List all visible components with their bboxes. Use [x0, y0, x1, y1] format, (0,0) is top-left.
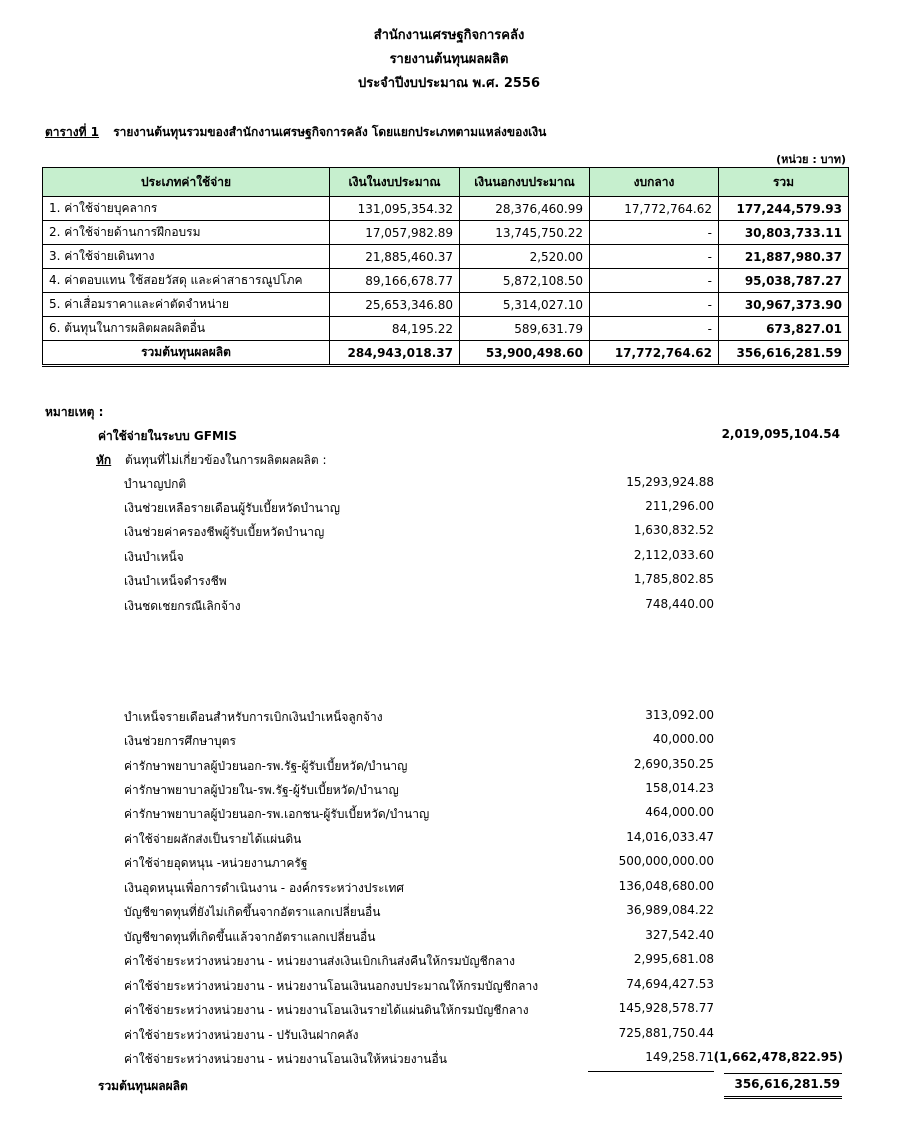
cell-type: 1. ค่าใช้จ่ายบุคลากร	[43, 197, 330, 221]
final-total-double-underline	[724, 1096, 842, 1099]
final-total-label: รวมต้นทุนผลผลิต	[98, 1079, 188, 1093]
deduct-item-label: ค่ารักษาพยาบาลผู้ป่วยนอก-รพ.เอกชน-ผู้รับเบี้ยหวัด/บำนาญ	[124, 807, 430, 821]
deduct-item-value: 145,928,578.77	[618, 1001, 714, 1015]
subtotal-underline	[588, 1071, 714, 1072]
cell-total: 21,887,980.37	[719, 245, 849, 269]
deduct-item	[124, 708, 714, 732]
deduct-item-value: 2,690,350.25	[633, 757, 714, 771]
deduct-item-label: ค่าใช้จ่ายระหว่างหน่วยงาน - หน่วยงานโอนเงินให้หน่วยงานอื่น	[124, 1052, 447, 1066]
table-row	[43, 269, 849, 293]
deduct-item	[124, 523, 714, 547]
deduct-item	[124, 903, 714, 927]
table-row	[43, 293, 849, 317]
deduct-item-label: เงินช่วยการศึกษาบุตร	[124, 734, 236, 748]
cell-type: 6. ต้นทุนในการผลิตผลผลิตอื่น	[43, 317, 330, 341]
cell-in-budget: 25,653,346.80	[330, 293, 460, 317]
deduct-item	[124, 781, 714, 805]
deduct-item-value: 2,112,033.60	[633, 548, 714, 562]
deduct-item-label: เงินชดเชยกรณีเลิกจ้าง	[124, 599, 241, 613]
deduct-item-value: 136,048,680.00	[618, 879, 714, 893]
cell-in-budget: 17,057,982.89	[330, 221, 460, 245]
cell-central-budget: 17,772,764.62	[590, 197, 719, 221]
deduct-item	[124, 572, 714, 596]
deduct-item	[124, 475, 714, 499]
table-row	[43, 245, 849, 269]
cell-type: 2. ค่าใช้จ่ายด้านการฝึกอบรม	[43, 221, 330, 245]
deduct-item-label: ค่าใช้จ่ายผลักส่งเป็นรายได้แผ่นดิน	[124, 832, 302, 846]
deduct-item-label: ค่ารักษาพยาบาลผู้ป่วยนอก-รพ.รัฐ-ผู้รับเบี้ยหวัด/บำนาญ	[124, 759, 408, 773]
deduct-item	[124, 805, 714, 829]
deduct-item-value: 36,989,084.22	[626, 903, 714, 917]
deduct-item	[124, 732, 714, 756]
report-fiscal-year: ประจำปีงบประมาณ พ.ศ. 2556	[357, 76, 541, 91]
deduct-text: ต้นทุนที่ไม่เกี่ยวข้องในการผลิตผลผลิต :	[125, 453, 327, 467]
cell-central-budget: -	[590, 317, 719, 341]
cell-off-budget: 13,745,750.22	[460, 221, 590, 245]
gfmis-value: 2,019,095,104.54	[721, 427, 840, 441]
cell-in-budget: 89,166,678.77	[330, 269, 460, 293]
cell-total: 673,827.01	[719, 317, 849, 341]
cell-central-budget: -	[590, 269, 719, 293]
cell-central-budget: -	[590, 293, 719, 317]
cell-off-budget: 589,631.79	[460, 317, 590, 341]
deduct-item	[124, 597, 714, 621]
deduct-item-value: 40,000.00	[652, 732, 714, 746]
deduct-item-value: 1,630,832.52	[633, 523, 714, 537]
deduct-item-label: บำเหน็จรายเดือนสำหรับการเบิกเงินบำเหน็จลูกจ้าง	[124, 710, 383, 724]
total-in-budget: 284,943,018.37	[330, 341, 460, 366]
report-org-title: สำนักงานเศรษฐกิจการคลัง	[373, 28, 525, 43]
deduct-item-value: 313,092.00	[645, 708, 714, 722]
deduct-item	[124, 1001, 714, 1025]
table-row	[43, 317, 849, 341]
deduct-item-value: 1,785,802.85	[633, 572, 714, 586]
deduct-item-value: 149,258.71	[645, 1050, 714, 1064]
deduct-item-label: ค่ารักษาพยาบาลผู้ป่วยใน-รพ.รัฐ-ผู้รับเบี้ยหวัด/บำนาญ	[124, 783, 399, 797]
deduct-item-value: 14,016,033.47	[626, 830, 714, 844]
col-header-in-budget: เงินในงบประมาณ	[330, 168, 460, 197]
total-central-budget: 17,772,764.62	[590, 341, 719, 366]
table-total-row	[43, 341, 849, 366]
deduct-item-value: 74,694,427.53	[626, 977, 714, 991]
cell-off-budget: 5,314,027.10	[460, 293, 590, 317]
table-caption-text: รายงานต้นทุนรวมของสำนักงานเศรษฐกิจการคลัง โดยแยกประเภทตามแหล่งของเงิน	[113, 125, 547, 139]
deduct-item	[124, 854, 714, 878]
final-total-value: 356,616,281.59	[734, 1077, 840, 1091]
total-off-budget: 53,900,498.60	[460, 341, 590, 366]
table-header-row	[43, 168, 849, 197]
cell-off-budget: 5,872,108.50	[460, 269, 590, 293]
total-label: รวมต้นทุนผลผลิต	[43, 341, 330, 366]
cost-table	[42, 167, 849, 367]
deduct-item	[124, 1026, 714, 1050]
cell-central-budget: -	[590, 245, 719, 269]
col-header-off-budget: เงินนอกงบประมาณ	[460, 168, 590, 197]
cell-total: 30,967,373.90	[719, 293, 849, 317]
deduct-item-label: เงินบำเหน็จ	[124, 550, 184, 564]
deduct-item	[124, 952, 714, 976]
deduct-item-value: 211,296.00	[645, 499, 714, 513]
deduct-item-label: เงินช่วยค่าครองชีพผู้รับเบี้ยหวัดบำนาญ	[124, 525, 325, 539]
deduct-item	[124, 879, 714, 903]
cell-off-budget: 28,376,460.99	[460, 197, 590, 221]
unit-label: (หน่วย : บาท)	[776, 153, 846, 166]
cell-total: 30,803,733.11	[719, 221, 849, 245]
table-caption	[45, 123, 546, 142]
deduct-line	[96, 451, 327, 470]
deduct-item-value: 725,881,750.44	[618, 1026, 714, 1040]
total-grand: 356,616,281.59	[719, 341, 849, 366]
deduct-item-label: ค่าใช้จ่ายระหว่างหน่วยงาน - ปรับเงินฝากคลัง	[124, 1028, 359, 1042]
deduct-item	[124, 757, 714, 781]
deduct-item-label: ค่าใช้จ่ายระหว่างหน่วยงาน - หน่วยงานโอนเงินรายได้แผ่นดินให้กรมบัญชีกลาง	[124, 1003, 529, 1017]
cell-in-budget: 131,095,354.32	[330, 197, 460, 221]
table-caption-label: ตารางที่ 1	[45, 125, 100, 139]
deduct-item-value: 2,995,681.08	[633, 952, 714, 966]
report-title: รายงานต้นทุนผลผลิต	[389, 52, 509, 67]
deduct-total: (1,662,478,822.95)	[713, 1050, 843, 1064]
deduct-item-label: ค่าใช้จ่ายระหว่างหน่วยงาน - หน่วยงานส่งเงินเบิกเกินส่งคืนให้กรมบัญชีกลาง	[124, 954, 515, 968]
deduct-item-value: 500,000,000.00	[618, 854, 714, 868]
deduct-item-value: 464,000.00	[645, 805, 714, 819]
deduct-item	[124, 499, 714, 523]
cell-total: 177,244,579.93	[719, 197, 849, 221]
table-row	[43, 197, 849, 221]
deduct-item	[124, 548, 714, 572]
cell-type: 5. ค่าเสื่อมราคาและค่าตัดจำหน่าย	[43, 293, 330, 317]
deduct-item-value: 327,542.40	[645, 928, 714, 942]
deduct-item	[124, 928, 714, 952]
col-header-type: ประเภทค่าใช้จ่าย	[43, 168, 330, 197]
deduct-item-label: ค่าใช้จ่ายระหว่างหน่วยงาน - หน่วยงานโอนเงินนอกงบประมาณให้กรมบัญชีกลาง	[124, 979, 539, 993]
deduct-item-label: เงินอุดหนุนเพื่อการดำเนินงาน - องค์กรระหว่างประเทศ	[124, 881, 405, 895]
deduct-label: หัก	[96, 453, 112, 467]
cell-total: 95,038,787.27	[719, 269, 849, 293]
cell-type: 3. ค่าใช้จ่ายเดินทาง	[43, 245, 330, 269]
deduct-item-label: บำนาญปกติ	[124, 477, 187, 491]
deduct-item-value: 15,293,924.88	[626, 475, 714, 489]
col-header-central-budget: งบกลาง	[590, 168, 719, 197]
cell-in-budget: 84,195.22	[330, 317, 460, 341]
deduct-item-value: 158,014.23	[645, 781, 714, 795]
deduct-item-value: 748,440.00	[645, 597, 714, 611]
final-total-overline	[724, 1073, 842, 1074]
notes-title: หมายเหตุ :	[45, 405, 104, 419]
deduct-item-label: เงินช่วยเหลือรายเดือนผู้รับเบี้ยหวัดบำนาญ	[124, 501, 340, 515]
cell-in-budget: 21,885,460.37	[330, 245, 460, 269]
gfmis-label: ค่าใช้จ่ายในระบบ GFMIS	[98, 429, 238, 443]
col-header-total: รวม	[719, 168, 849, 197]
cell-off-budget: 2,520.00	[460, 245, 590, 269]
deduct-item-label: บัญชีขาดทุนที่ยังไม่เกิดขึ้นจากอัตราแลกเปลี่ยนอื่น	[124, 905, 381, 919]
deduct-item-label: เงินบำเหน็จดำรงชีพ	[124, 574, 227, 588]
deduct-item-label: บัญชีขาดทุนที่เกิดขึ้นแล้วจากอัตราแลกเปลี่ยนอื่น	[124, 930, 376, 944]
deduct-item	[124, 830, 714, 854]
table-row	[43, 221, 849, 245]
cell-central-budget: -	[590, 221, 719, 245]
deduct-item	[124, 977, 714, 1001]
cell-type: 4. ค่าตอบแทน ใช้สอยวัสดุ และค่าสาธารณูปโภค	[43, 269, 330, 293]
deduct-item-label: ค่าใช้จ่ายอุดหนุน -หน่วยงานภาครัฐ	[124, 856, 308, 870]
